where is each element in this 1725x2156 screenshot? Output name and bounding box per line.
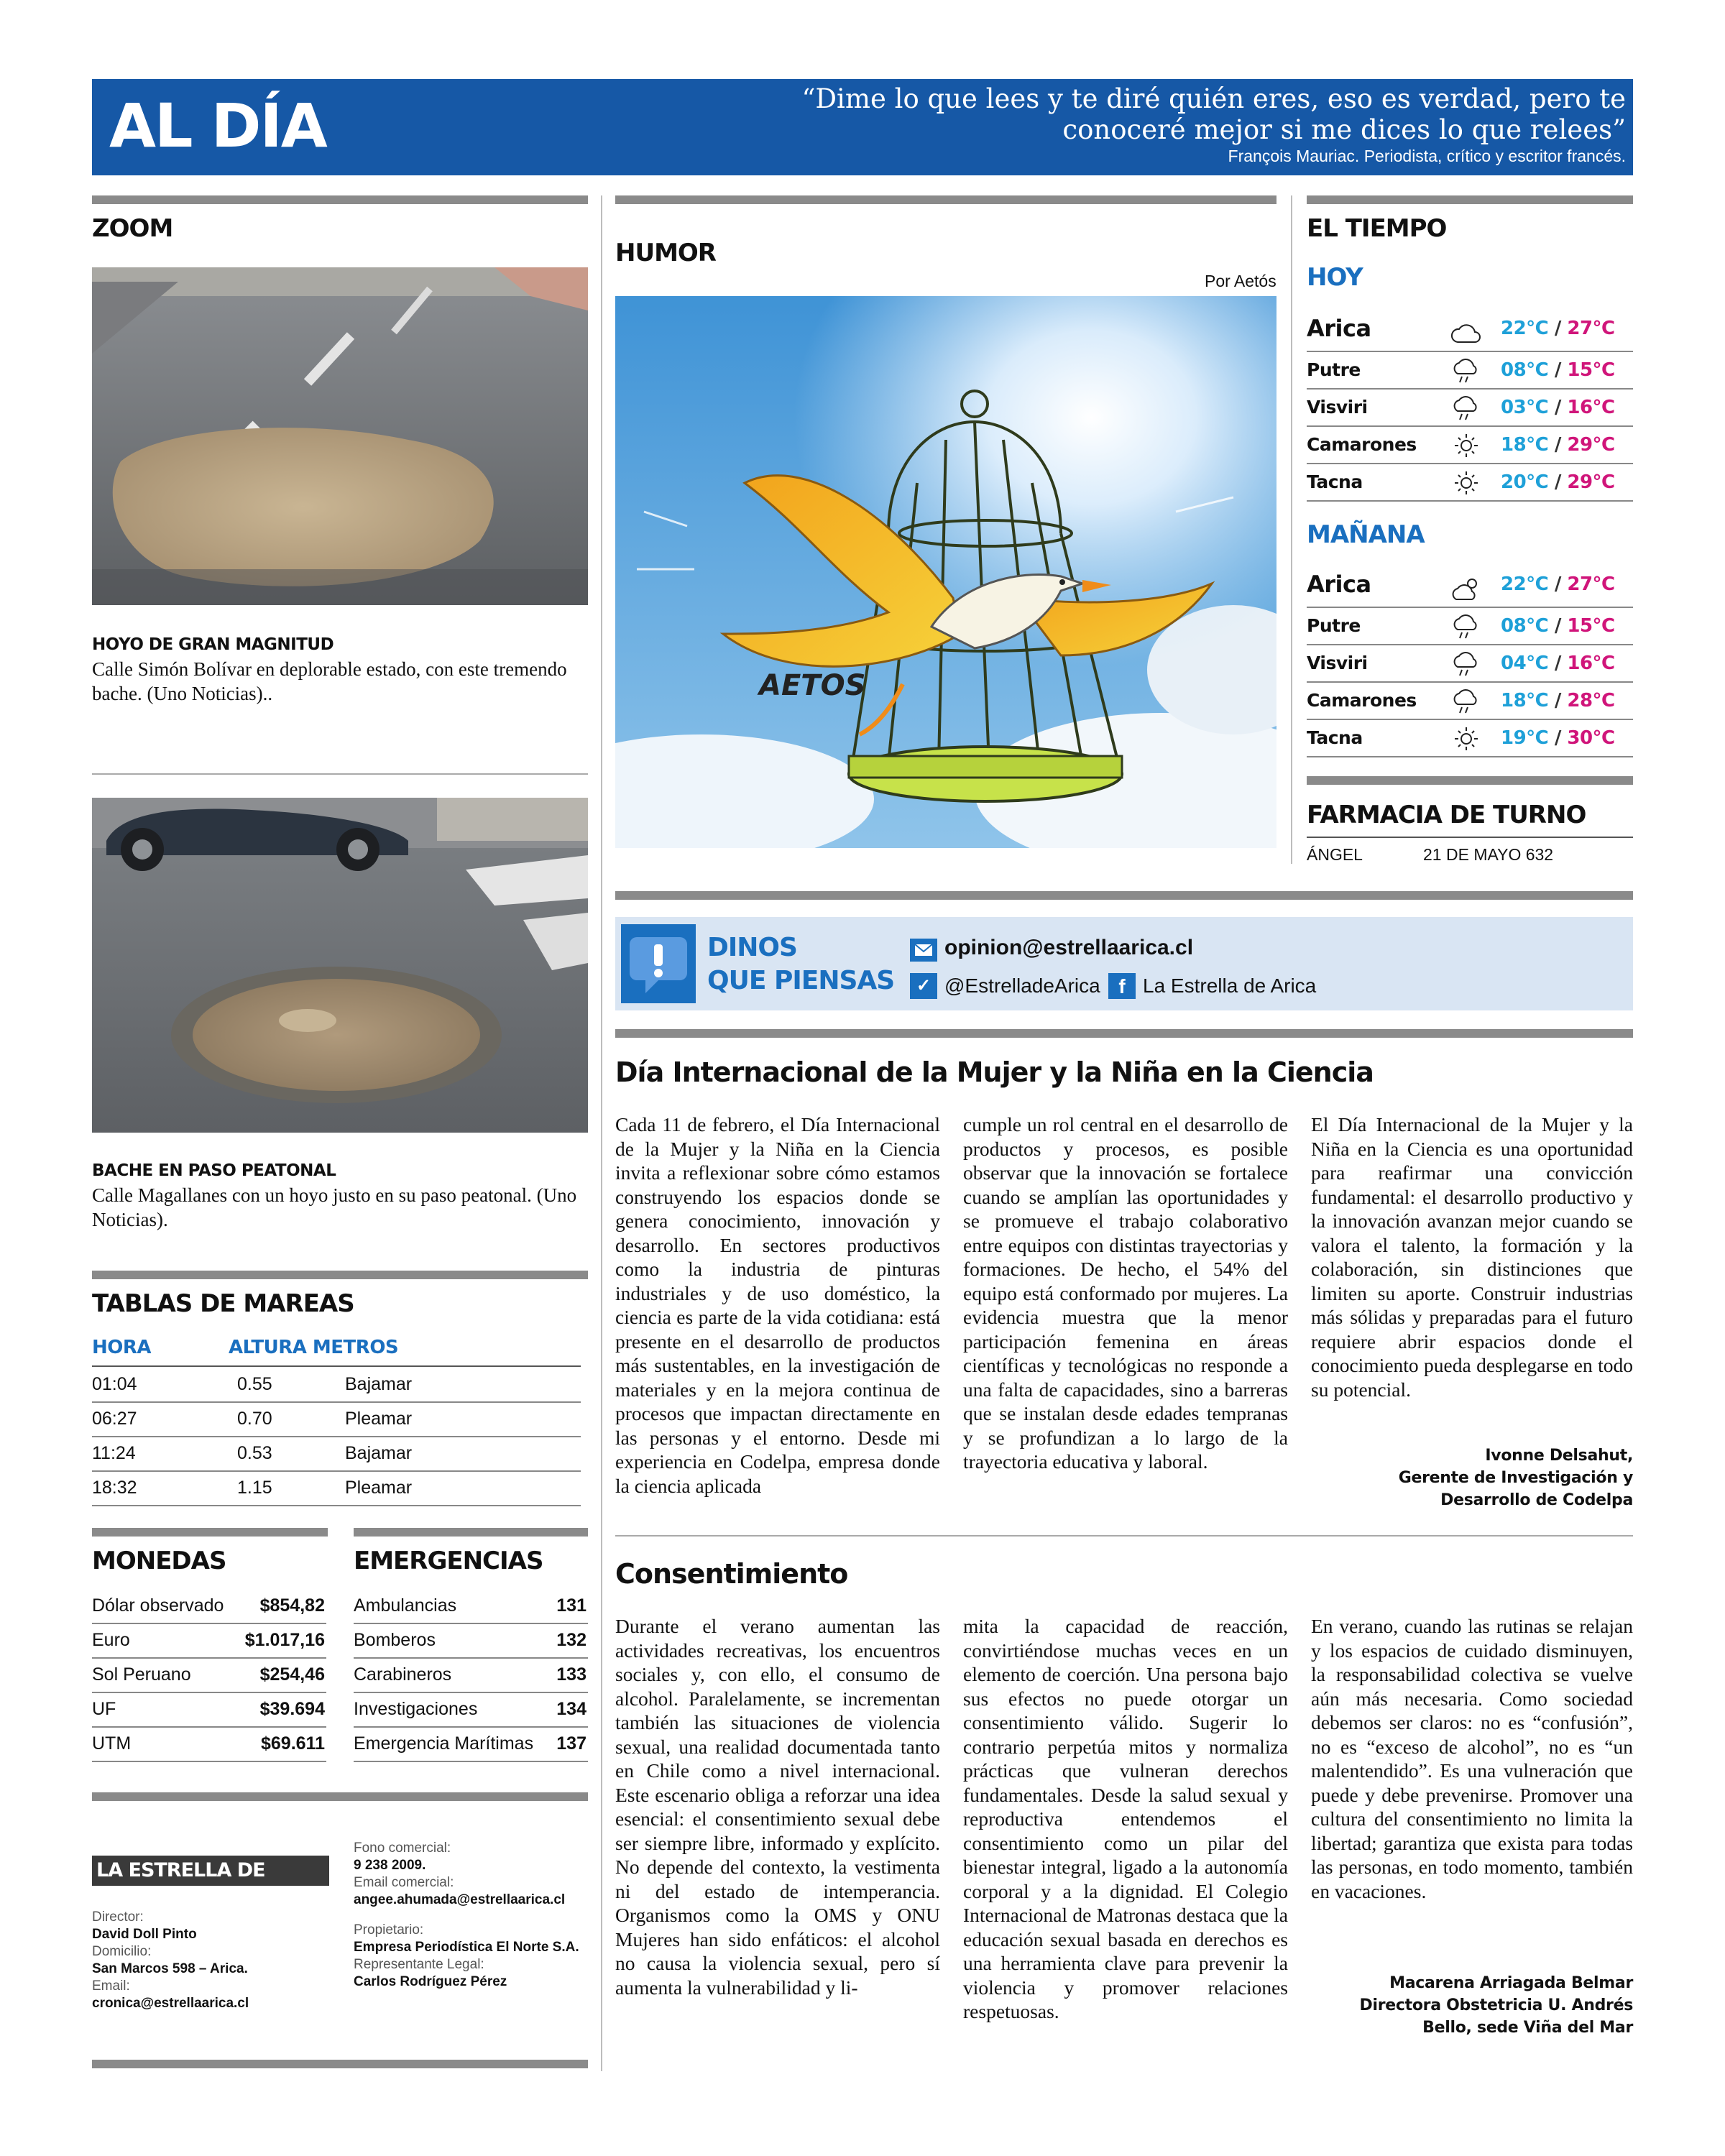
tides-col-altura: ALTURA METROS — [229, 1337, 399, 1358]
weather-city: Tacna — [1307, 727, 1363, 748]
temp-min: 18°C — [1501, 434, 1549, 456]
farmacia-name: ÁNGEL — [1307, 845, 1363, 864]
newspaper-logo — [92, 1856, 329, 1912]
weather-temps: 18°C / 28°C — [1501, 690, 1615, 711]
email-value[interactable]: cronica@estrellaarica.cl — [92, 1996, 249, 2011]
emergency-row — [354, 1728, 588, 1762]
article2-col1: Durante el verano aumentan las actividades recreativas, los encuentros sociales y, con ello, el consumo de alcohol. Paralelamente, se incrementan también las situaciones de violencia sexual, una realidad documentada tanto en Chile como a nivel internacional. Este escenario obliga a reforzar una idea esencial: el consentimiento sexual debe ser siempre libre, informado y explícito. No depende del contexto, la vestimenta ni del estado de intemperancia. Organismos como la OMS y ONU Mujeres han sido enfáticos: el alcohol no causa la violencia sexual, pero sí aumenta la vulnerabilidad y li- — [615, 1615, 940, 1999]
article2-author: Macarena Arriagada Belmar — [1389, 1974, 1633, 1992]
weather-city: Arica — [1307, 315, 1371, 342]
temp-max: 16°C — [1567, 397, 1615, 418]
zoom-title: ZOOM — [92, 214, 173, 243]
tide-tipo: Bajamar — [345, 1443, 413, 1463]
rain-icon — [1450, 688, 1482, 714]
temp-max: 16°C — [1567, 653, 1615, 674]
tide-hora: 01:04 — [92, 1374, 137, 1394]
section-bar — [92, 195, 588, 204]
mail-icon — [910, 939, 937, 962]
currency-value: $1.017,16 — [244, 1630, 325, 1650]
table-row — [92, 1437, 581, 1472]
weather-city: Visviri — [1307, 397, 1368, 418]
colophon-left — [92, 1909, 329, 2012]
colophon-right — [354, 1840, 584, 1991]
monedas-title: MONEDAS — [92, 1547, 226, 1575]
sun-icon — [1450, 726, 1482, 752]
rain-icon — [1450, 395, 1482, 421]
weather-row — [1307, 390, 1633, 427]
weather-city: Tacna — [1307, 471, 1363, 492]
article2-col3: En verano, cuando las rutinas se relajan y los espacios de cuidado disminuyen, la responsabilidad colectiva se vuelve aún más necesaria. Como sociedad debemos ser claros: no es “confusión”, no es “exceso de alcohol”, no es “un malentendido”. Es una vulneración que puede y debe prevenirse. Promover una cultura del consentimiento no limita la libertad; garantiza que exista para todas las personas, en todo momento, también en vacaciones. — [1311, 1615, 1633, 1902]
rep-label: Representante Legal: — [354, 1957, 484, 1972]
twitter-handle[interactable]: @EstrelladeArica — [944, 975, 1100, 997]
table-row — [92, 1368, 581, 1403]
emergency-number: 133 — [556, 1664, 586, 1685]
emergency-number: 134 — [556, 1699, 586, 1719]
temp-max: 30°C — [1567, 727, 1615, 749]
section-bar — [92, 1271, 588, 1279]
emergency-name: Bomberos — [354, 1630, 436, 1650]
temp-max: 15°C — [1567, 615, 1615, 637]
weather-temps: 20°C / 29°C — [1501, 471, 1615, 493]
emergency-row — [354, 1659, 588, 1693]
weather-row — [1307, 308, 1633, 352]
section-bar — [92, 2060, 588, 2068]
humor-cartoon — [615, 296, 1276, 848]
fono-value: 9 238 2009. — [354, 1858, 426, 1873]
farmacia-address: 21 DE MAYO 632 — [1423, 845, 1554, 864]
tide-tipo: Bajamar — [345, 1374, 413, 1394]
tide-altura: 0.53 — [237, 1443, 272, 1463]
article1-author: Ivonne Delsahut, — [1485, 1447, 1633, 1465]
zoom-caption-text-1: Calle Simón Bolívar en deplorable estado, con este tremendo bache. (Uno Noticias).. — [92, 658, 567, 704]
weather-title: EL TIEMPO — [1307, 214, 1447, 243]
article1-col1: Cada 11 de febrero, el Día Internacional de la Mujer y la Niña en la Ciencia invita a reflexionar sobre cómo estamos construyendo los espacios donde se genera conocimiento, innovación y desarrollo. En sectores productivos como la industria de pinturas industriales y de uso doméstico, la ciencia es parte de la vida cotidiana: está presente en el desarrollo de productos más sustentables, en la investigación de materiales y en la mejora continua de procesos que impactan directamente en las personas y el entorno. Desde mi experiencia en Codelpa, empresa donde la ciencia aplicada — [615, 1113, 940, 1497]
weather-temps: 04°C / 16°C — [1501, 653, 1615, 674]
weather-city: Camarones — [1307, 690, 1417, 711]
emergency-name: Ambulancias — [354, 1595, 457, 1616]
zoom-caption-text-2: Calle Magallanes con un hoyo justo en su paso peatonal. (Uno Noticias). — [92, 1184, 577, 1230]
weather-temps: 18°C / 29°C — [1501, 434, 1615, 456]
rain-icon — [1450, 651, 1482, 677]
dinos-title-1: DINOS — [707, 933, 797, 962]
divider — [92, 1365, 581, 1367]
currency-row — [92, 1728, 326, 1762]
email-label: Email: — [92, 1978, 130, 1994]
currency-row — [92, 1590, 326, 1624]
weather-city: Putre — [1307, 615, 1361, 636]
section-bar — [92, 1792, 588, 1801]
tide-tipo: Pleamar — [345, 1478, 413, 1498]
section-bar — [615, 891, 1633, 900]
tide-hora: 18:32 — [92, 1478, 137, 1498]
pothole-photo-2 — [92, 798, 588, 1133]
rep-value: Carlos Rodríguez Pérez — [354, 1974, 507, 1989]
emergency-row — [354, 1590, 588, 1624]
weather-row — [1307, 720, 1633, 757]
humor-credit: Por Aetós — [1205, 272, 1276, 290]
weather-temps: 08°C / 15°C — [1501, 615, 1615, 637]
temp-min: 08°C — [1501, 615, 1549, 637]
weather-row — [1307, 352, 1633, 390]
currency-row — [92, 1659, 326, 1693]
temp-max: 28°C — [1567, 690, 1615, 711]
temp-min: 03°C — [1501, 397, 1549, 418]
emergency-number: 137 — [556, 1733, 586, 1754]
temp-max: 29°C — [1567, 434, 1615, 456]
section-bar — [1307, 195, 1633, 204]
divider — [615, 1535, 1633, 1537]
section-title: AL DÍA — [109, 91, 326, 161]
currency-name: UF — [92, 1699, 116, 1719]
tide-altura: 1.15 — [237, 1478, 272, 1498]
currency-name: Dólar observado — [92, 1595, 224, 1616]
weather-city: Camarones — [1307, 434, 1417, 455]
tides-title: TABLAS DE MAREAS — [92, 1289, 354, 1318]
sun-icon — [1450, 470, 1482, 496]
sun-icon — [1450, 433, 1482, 459]
domicilio-label: Domicilio: — [92, 1944, 152, 1959]
facebook-page[interactable]: La Estrella de Arica — [1143, 975, 1317, 997]
weather-row — [1307, 608, 1633, 645]
cloud-icon — [1450, 321, 1482, 346]
table-row — [92, 1472, 581, 1506]
propietario-label: Propietario: — [354, 1922, 424, 1938]
tide-hora: 11:24 — [92, 1443, 136, 1463]
exclamation-icon — [621, 924, 696, 1003]
tide-altura: 0.70 — [237, 1409, 272, 1429]
weather-temps: 22°C / 27°C — [1501, 573, 1615, 595]
director-name: David Doll Pinto — [92, 1927, 197, 1942]
article2-col2: mita la capacidad de reacción, convirtiéndose muchas veces en un elemento de coerción. Una persona bajo sus efectos no puede otorgar un consentimiento válido. Sugerir lo contrario perpetúa mitos y normaliza prácticas que vulneran derechos fundamentales. Desde la salud sexual y reproductiva entendemos el consentimiento como un pilar del bienestar integral, ligado a la autonomía corporal y a la dignidad. El Colegio Internacional de Matronas destaca que la educación sexual basada en derechos es una herramienta clave para prevenir la violencia y promover relaciones respetuosas. — [963, 1615, 1288, 2022]
temp-max: 29°C — [1567, 471, 1615, 493]
propietario-value: Empresa Periodística El Norte S.A. — [354, 1940, 579, 1955]
emergency-row — [354, 1693, 588, 1728]
section-bar — [615, 1029, 1633, 1038]
dinos-title-2: QUE PIENSAS — [707, 966, 895, 995]
emergency-number: 131 — [556, 1595, 586, 1616]
currency-row — [92, 1624, 326, 1659]
rain-icon — [1450, 358, 1482, 384]
currency-value: $69.611 — [261, 1733, 325, 1754]
temp-max: 27°C — [1567, 573, 1615, 595]
weather-temps: 19°C / 30°C — [1501, 727, 1615, 749]
section-bar — [615, 195, 1276, 204]
article2-signature — [1311, 1972, 1633, 2039]
pothole-photo-1 — [92, 267, 588, 605]
quote-author: François Mauriac. Periodista, crítico y escritor francés. — [1228, 147, 1626, 165]
temp-min: 22°C — [1501, 573, 1549, 595]
fono-label: Fono comercial: — [354, 1841, 451, 1856]
currency-value: $254,46 — [259, 1664, 325, 1685]
weather-temps: 22°C / 27°C — [1501, 318, 1615, 339]
temp-max: 15°C — [1567, 359, 1615, 381]
tide-altura: 0.55 — [237, 1374, 272, 1394]
email-com-value[interactable]: angee.ahumada@estrellaarica.cl — [354, 1892, 566, 1907]
partly-cloudy-icon — [1450, 576, 1482, 602]
weather-temps: 08°C / 15°C — [1501, 359, 1615, 381]
farmacia-title: FARMACIA DE TURNO — [1307, 801, 1586, 829]
zoom-caption-title-2: BACHE EN PASO PEATONAL — [92, 1161, 336, 1180]
tides-col-hora: HORA — [92, 1337, 152, 1358]
email-com-label: Email comercial: — [354, 1875, 454, 1890]
tide-tipo: Pleamar — [345, 1409, 413, 1429]
logo-text: LA ESTRELLA DE ARICA — [96, 1859, 265, 1912]
divider — [1307, 837, 1633, 838]
weather-tomorrow-label: MAÑANA — [1307, 520, 1425, 549]
column-divider — [601, 195, 602, 2071]
section-bar — [92, 1528, 328, 1537]
emergency-name: Investigaciones — [354, 1699, 478, 1719]
weather-city: Putre — [1307, 359, 1361, 380]
weather-row — [1307, 645, 1633, 683]
temp-min: 08°C — [1501, 359, 1549, 381]
currency-name: UTM — [92, 1733, 132, 1754]
tide-hora: 06:27 — [92, 1409, 137, 1429]
weather-city: Visviri — [1307, 653, 1368, 673]
article1-role: Gerente de Investigación y Desarrollo de Codelpa — [1398, 1469, 1633, 1509]
table-row — [92, 1403, 581, 1437]
director-label: Director: — [92, 1909, 144, 1925]
currency-value: $39.694 — [259, 1699, 325, 1719]
article1-signature — [1311, 1445, 1633, 1511]
weather-temps: 03°C / 16°C — [1501, 397, 1615, 418]
temp-min: 19°C — [1501, 727, 1549, 749]
twitter-icon: ✓ — [910, 973, 937, 999]
masthead-quote: “Dime lo que lees y te diré quién eres, eso es verdad, pero te conoceré mejor si me dices lo que relees” — [801, 83, 1626, 145]
emergencias-title: EMERGENCIAS — [354, 1547, 543, 1575]
contact-banner — [615, 917, 1633, 1010]
article1-col3: El Día Internacional de la Mujer y la Niña en la Ciencia es una oportunidad para reafirmar una convicción fundamental: el desarrollo productivo y la innovación avanzan mejor cuando se valora el talento, la formación y la colaboración, sin distinciones que limiten su aporte. Construir industrias más sólidas y preparadas para el futuro requiere abrir espacios donde el conocimiento pueda desplegarse en todo su potencial. — [1311, 1113, 1633, 1401]
temp-min: 18°C — [1501, 690, 1549, 711]
rain-icon — [1450, 614, 1482, 640]
article2-role: Directora Obstetricia U. Andrés Bello, sede Viña del Mar — [1359, 1996, 1633, 2037]
masthead — [92, 79, 1633, 175]
emergency-row — [354, 1624, 588, 1659]
currency-row — [92, 1693, 326, 1728]
emergency-name: Emergencia Marítimas — [354, 1733, 534, 1754]
opinion-email[interactable]: opinion@estrellaarica.cl — [944, 936, 1194, 959]
temp-min: 04°C — [1501, 653, 1549, 674]
temp-max: 27°C — [1567, 318, 1615, 339]
weather-row — [1307, 683, 1633, 720]
currency-name: Sol Peruano — [92, 1664, 191, 1685]
column-divider — [1291, 195, 1292, 864]
article1-col2: cumple un rol central en el desarrollo de productos y procesos, es posible observar que la innovación se fortalece cuando se amplían las oportunidades y se promueve el trabajo colaborativo entre equipos con distintas trayectorias y formaciones. De hecho, el 54% del equipo está conformado por mujeres. La evidencia muestra que la menor participación femenina en áreas científicas y tecnológicas no responde a una falta de capacidades, sino a barreras que se instalan desde edades tempranas y se profundizan a lo largo de la trayectoria educativa y laboral. — [963, 1113, 1288, 1473]
currency-name: Euro — [92, 1630, 130, 1650]
section-bar — [1307, 776, 1633, 785]
divider — [92, 773, 588, 775]
article1-title: Día Internacional de la Mujer y la Niña en la Ciencia — [615, 1056, 1374, 1088]
cartoon-signature: AETOS — [759, 669, 866, 702]
emergency-number: 132 — [556, 1630, 586, 1650]
section-bar — [354, 1528, 588, 1537]
humor-title: HUMOR — [615, 239, 716, 267]
weather-today-label: HOY — [1307, 263, 1363, 292]
currency-value: $854,82 — [259, 1595, 325, 1616]
emergency-name: Carabineros — [354, 1664, 452, 1685]
weather-row — [1307, 464, 1633, 502]
weather-row — [1307, 427, 1633, 464]
weather-row — [1307, 563, 1633, 608]
domicilio-value: San Marcos 598 – Arica. — [92, 1961, 248, 1976]
article2-title: Consentimiento — [615, 1558, 848, 1590]
facebook-icon: f — [1108, 973, 1136, 999]
weather-city: Arica — [1307, 571, 1371, 598]
temp-min: 20°C — [1501, 471, 1549, 493]
temp-min: 22°C — [1501, 318, 1549, 339]
zoom-caption-title-1: HOYO DE GRAN MAGNITUD — [92, 635, 334, 654]
